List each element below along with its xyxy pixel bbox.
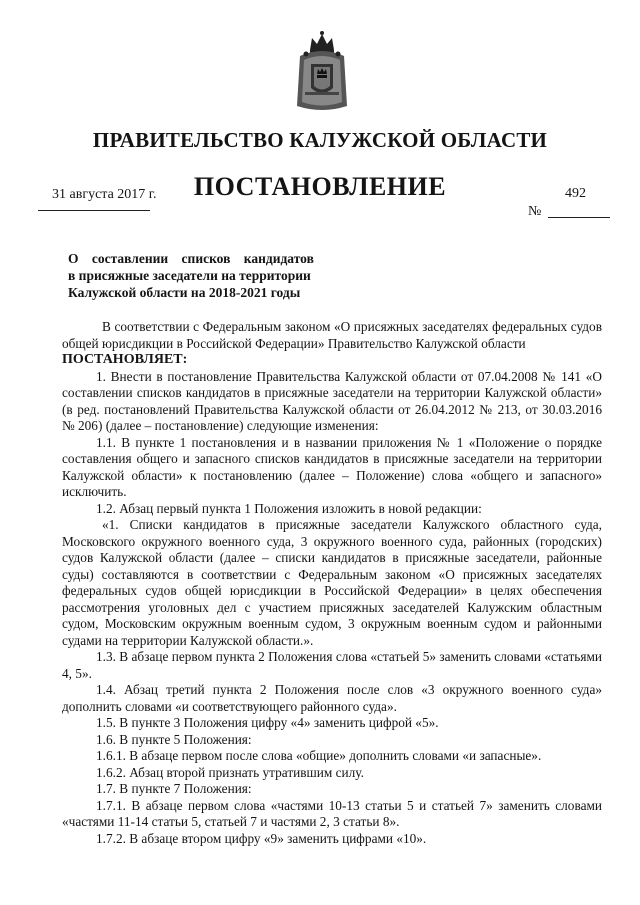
preamble-paragraph: В соответствии с Федеральным законом «О присяжных заседателях федеральных судов общей юрисдикции в Российской Федерации» Правительство Калужской области xyxy=(62,319,602,351)
decree-subject xyxy=(68,250,348,301)
paragraph-1-6-1: 1.6.1. В абзаце первом после слова «общие» дополнить словами «и запасные». xyxy=(96,748,542,763)
subject-line-3: Калужской области на 2018-2021 годы xyxy=(68,285,301,300)
paragraph-1-7-1: 1.7.1. В абзаце первом слова «частями 10-13 статьи 5 и статьей 7» заменить словами «частями 11-14 статьи 5, статьей 7 и частями 2, 3 статьи 8». xyxy=(62,797,602,829)
paragraph-1-2-quote: «1. Списки кандидатов в присяжные заседатели Калужского областного суда, Московского окружного военного суда, 3 окружного военного суда, районных (городских) судов Калужской области (далее – списки кандидатов в присяжные заседатели, районные суды) составляются в соответствии с Федеральным законом «О присяжных заседателях федеральных судов общей юрисдикции в Российской Федерации» в целях обеспечения рассмотрения уголовных дел с участием присяжных заседателей Калужским областным судом, Московским окружным военным судом, 3 окружным военным судом и районными судами на территории Калужской области.». xyxy=(62,517,602,648)
paragraph-1-7: 1.7. В пункте 7 Положения: xyxy=(96,781,252,796)
number-underline xyxy=(548,217,610,218)
paragraph-1-6: 1.6. В пункте 5 Положения: xyxy=(96,731,252,747)
paragraph-1: 1. Внести в постановление Правительства Калужской области от 07.04.2008 № 141 «О составлении списков кандидатов в присяжные заседатели на территории Калужской области» (в ред. постановлений Правительства Калужской области от 26.04.2012 № 213, от 30.03.2016 № 206) (далее – постановление) следующие изменения: xyxy=(62,368,602,433)
government-title: ПРАВИТЕЛЬСТВО КАЛУЖСКОЙ ОБЛАСТИ xyxy=(92,128,548,152)
paragraph-1-3: 1.3. В абзаце первом пункта 2 Положения слова «статьей 5» заменить словами «статьями 4, 5». xyxy=(62,649,602,681)
resolves-heading: ПОСТАНОВЛЯЕТ: xyxy=(62,352,188,367)
subject-line-1: О составлении списков кандидатов xyxy=(68,251,314,266)
date-underline xyxy=(38,210,150,211)
decree-number: 492 xyxy=(565,186,586,201)
decree-date: 31 августа 2017 г. xyxy=(52,187,157,202)
number-sign: № xyxy=(528,204,542,219)
decree-title: ПОСТАНОВЛЕНИЕ xyxy=(193,172,447,201)
coat-of-arms-emblem xyxy=(292,30,352,112)
paragraph-1-7-2: 1.7.2. В абзаце втором цифру «9» заменить цифрами «10». xyxy=(96,830,427,846)
paragraph-1-2: 1.2. Абзац первый пункта 1 Положения изложить в новой редакции: xyxy=(96,500,482,516)
decree-body xyxy=(62,319,602,847)
paragraph-1-5: 1.5. В пункте 3 Положения цифру «4» заменить цифрой «5». xyxy=(96,715,439,730)
subject-line-2: в присяжные заседатели на территории xyxy=(68,268,311,283)
paragraph-1-4: 1.4. Абзац третий пункта 2 Положения после слов «3 окружного военного суда» дополнить словами «и соответствующего районного суда». xyxy=(62,682,602,714)
paragraph-1-6-2: 1.6.2. Абзац второй признать утратившим силу. xyxy=(96,764,364,780)
paragraph-1-1: 1.1. В пункте 1 постановления и в названии приложения № 1 «Положение о порядке составления общего и запасного списков кандидатов в присяжные заседатели на территории Калужской области» к постановлению (далее – Положение) слова «общего и запасного» исключить. xyxy=(62,434,602,499)
